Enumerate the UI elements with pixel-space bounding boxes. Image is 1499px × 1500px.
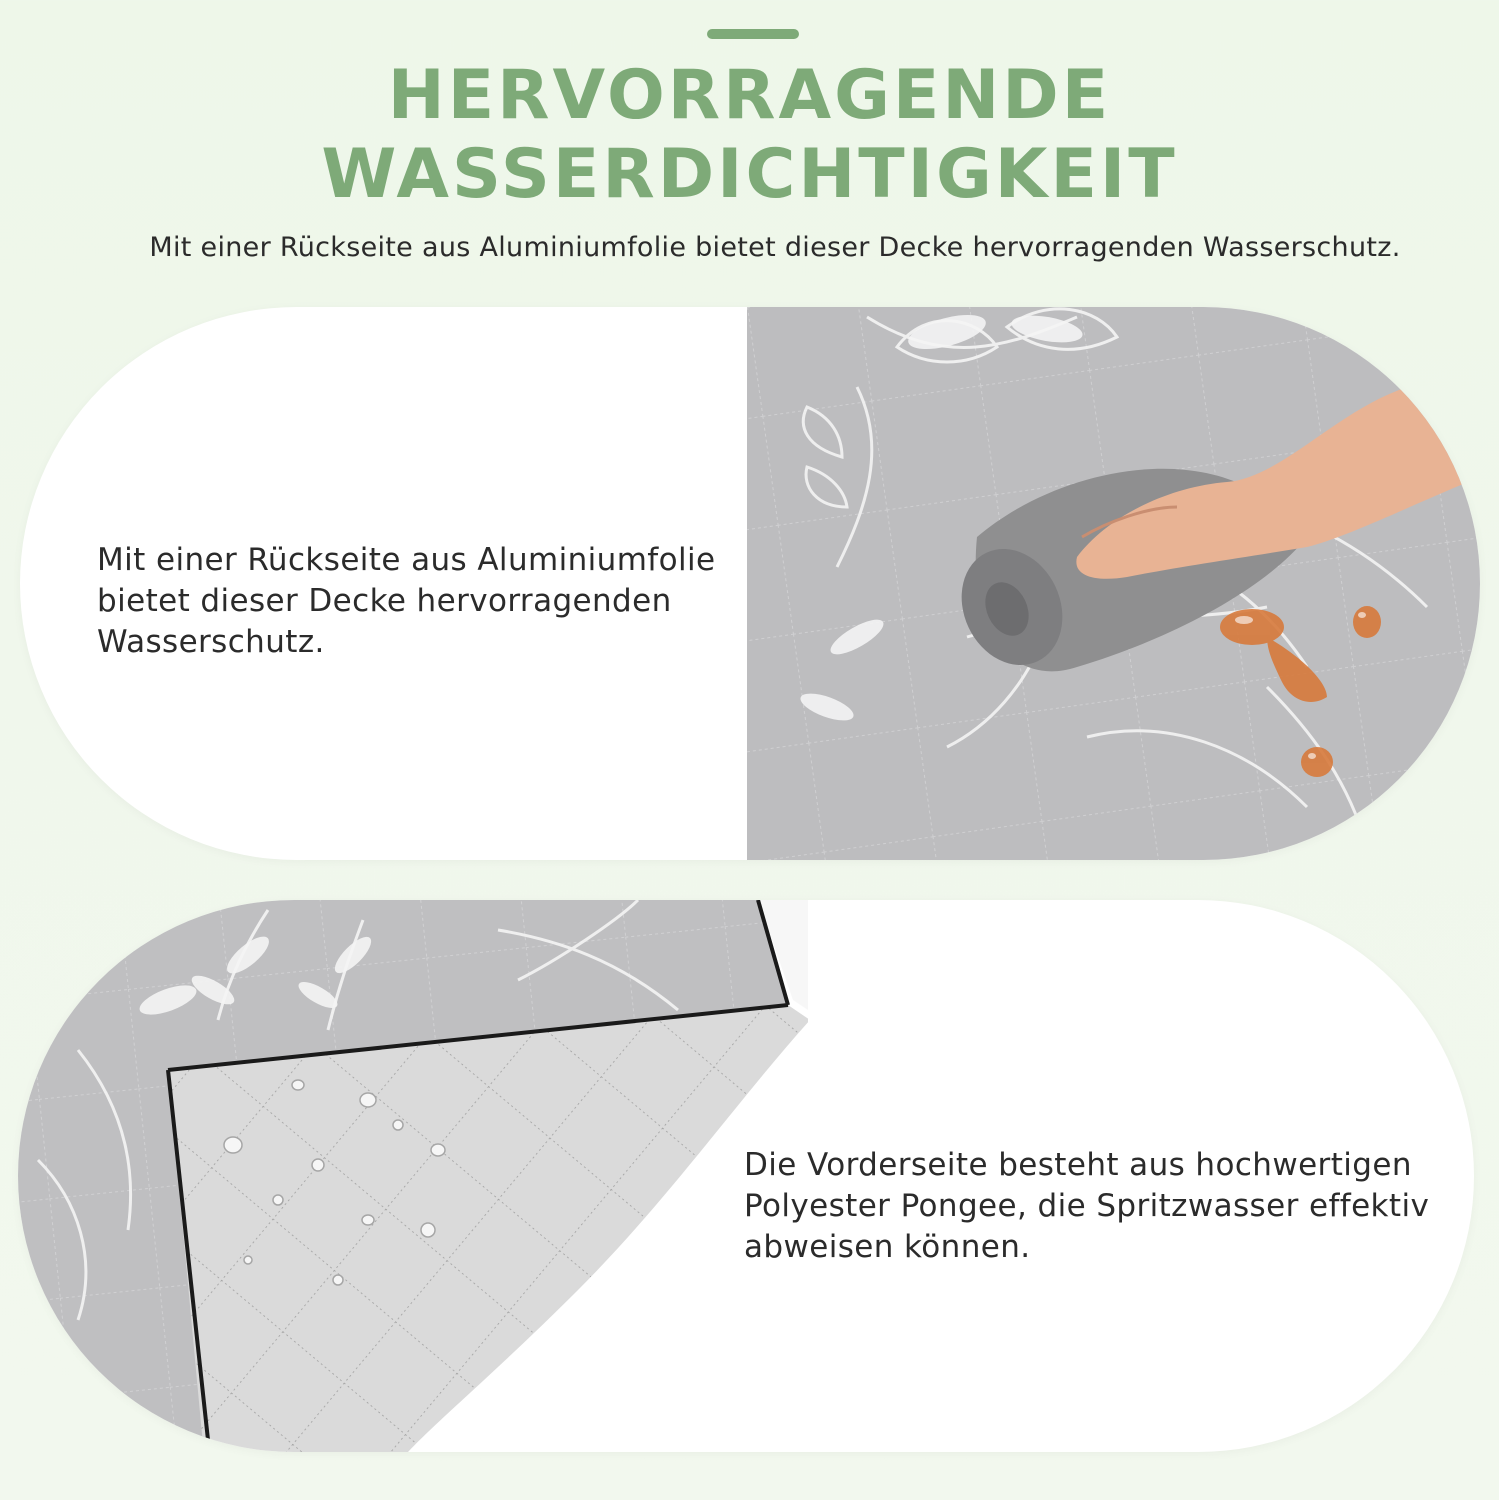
feature-text-foil: Mit einer Rückseite aus Aluminiumfolie bietet dieser Decke hervorragenden Wasserschutz. [97, 542, 716, 660]
headline-line-2: WASSERDICHTIGKEIT [321, 135, 1178, 214]
feature-text-pongee: Die Vorderseite besteht aus hochwertigen Polyester Pongee, die Spritzwasser effektiv abweisen können. [744, 1147, 1430, 1265]
accent-bar [707, 29, 799, 39]
feature-card-pongee [18, 900, 1474, 1452]
feature-card-foil [20, 307, 1480, 860]
spill-wipe-photo [747, 307, 1480, 860]
folded-blanket-photo [18, 900, 808, 1452]
subtitle: Mit einer Rückseite aus Aluminiumfolie bietet dieser Decke hervorragenden Wasserschutz. [149, 232, 1401, 263]
headline-line-1: HERVORRAGENDE [387, 56, 1112, 135]
